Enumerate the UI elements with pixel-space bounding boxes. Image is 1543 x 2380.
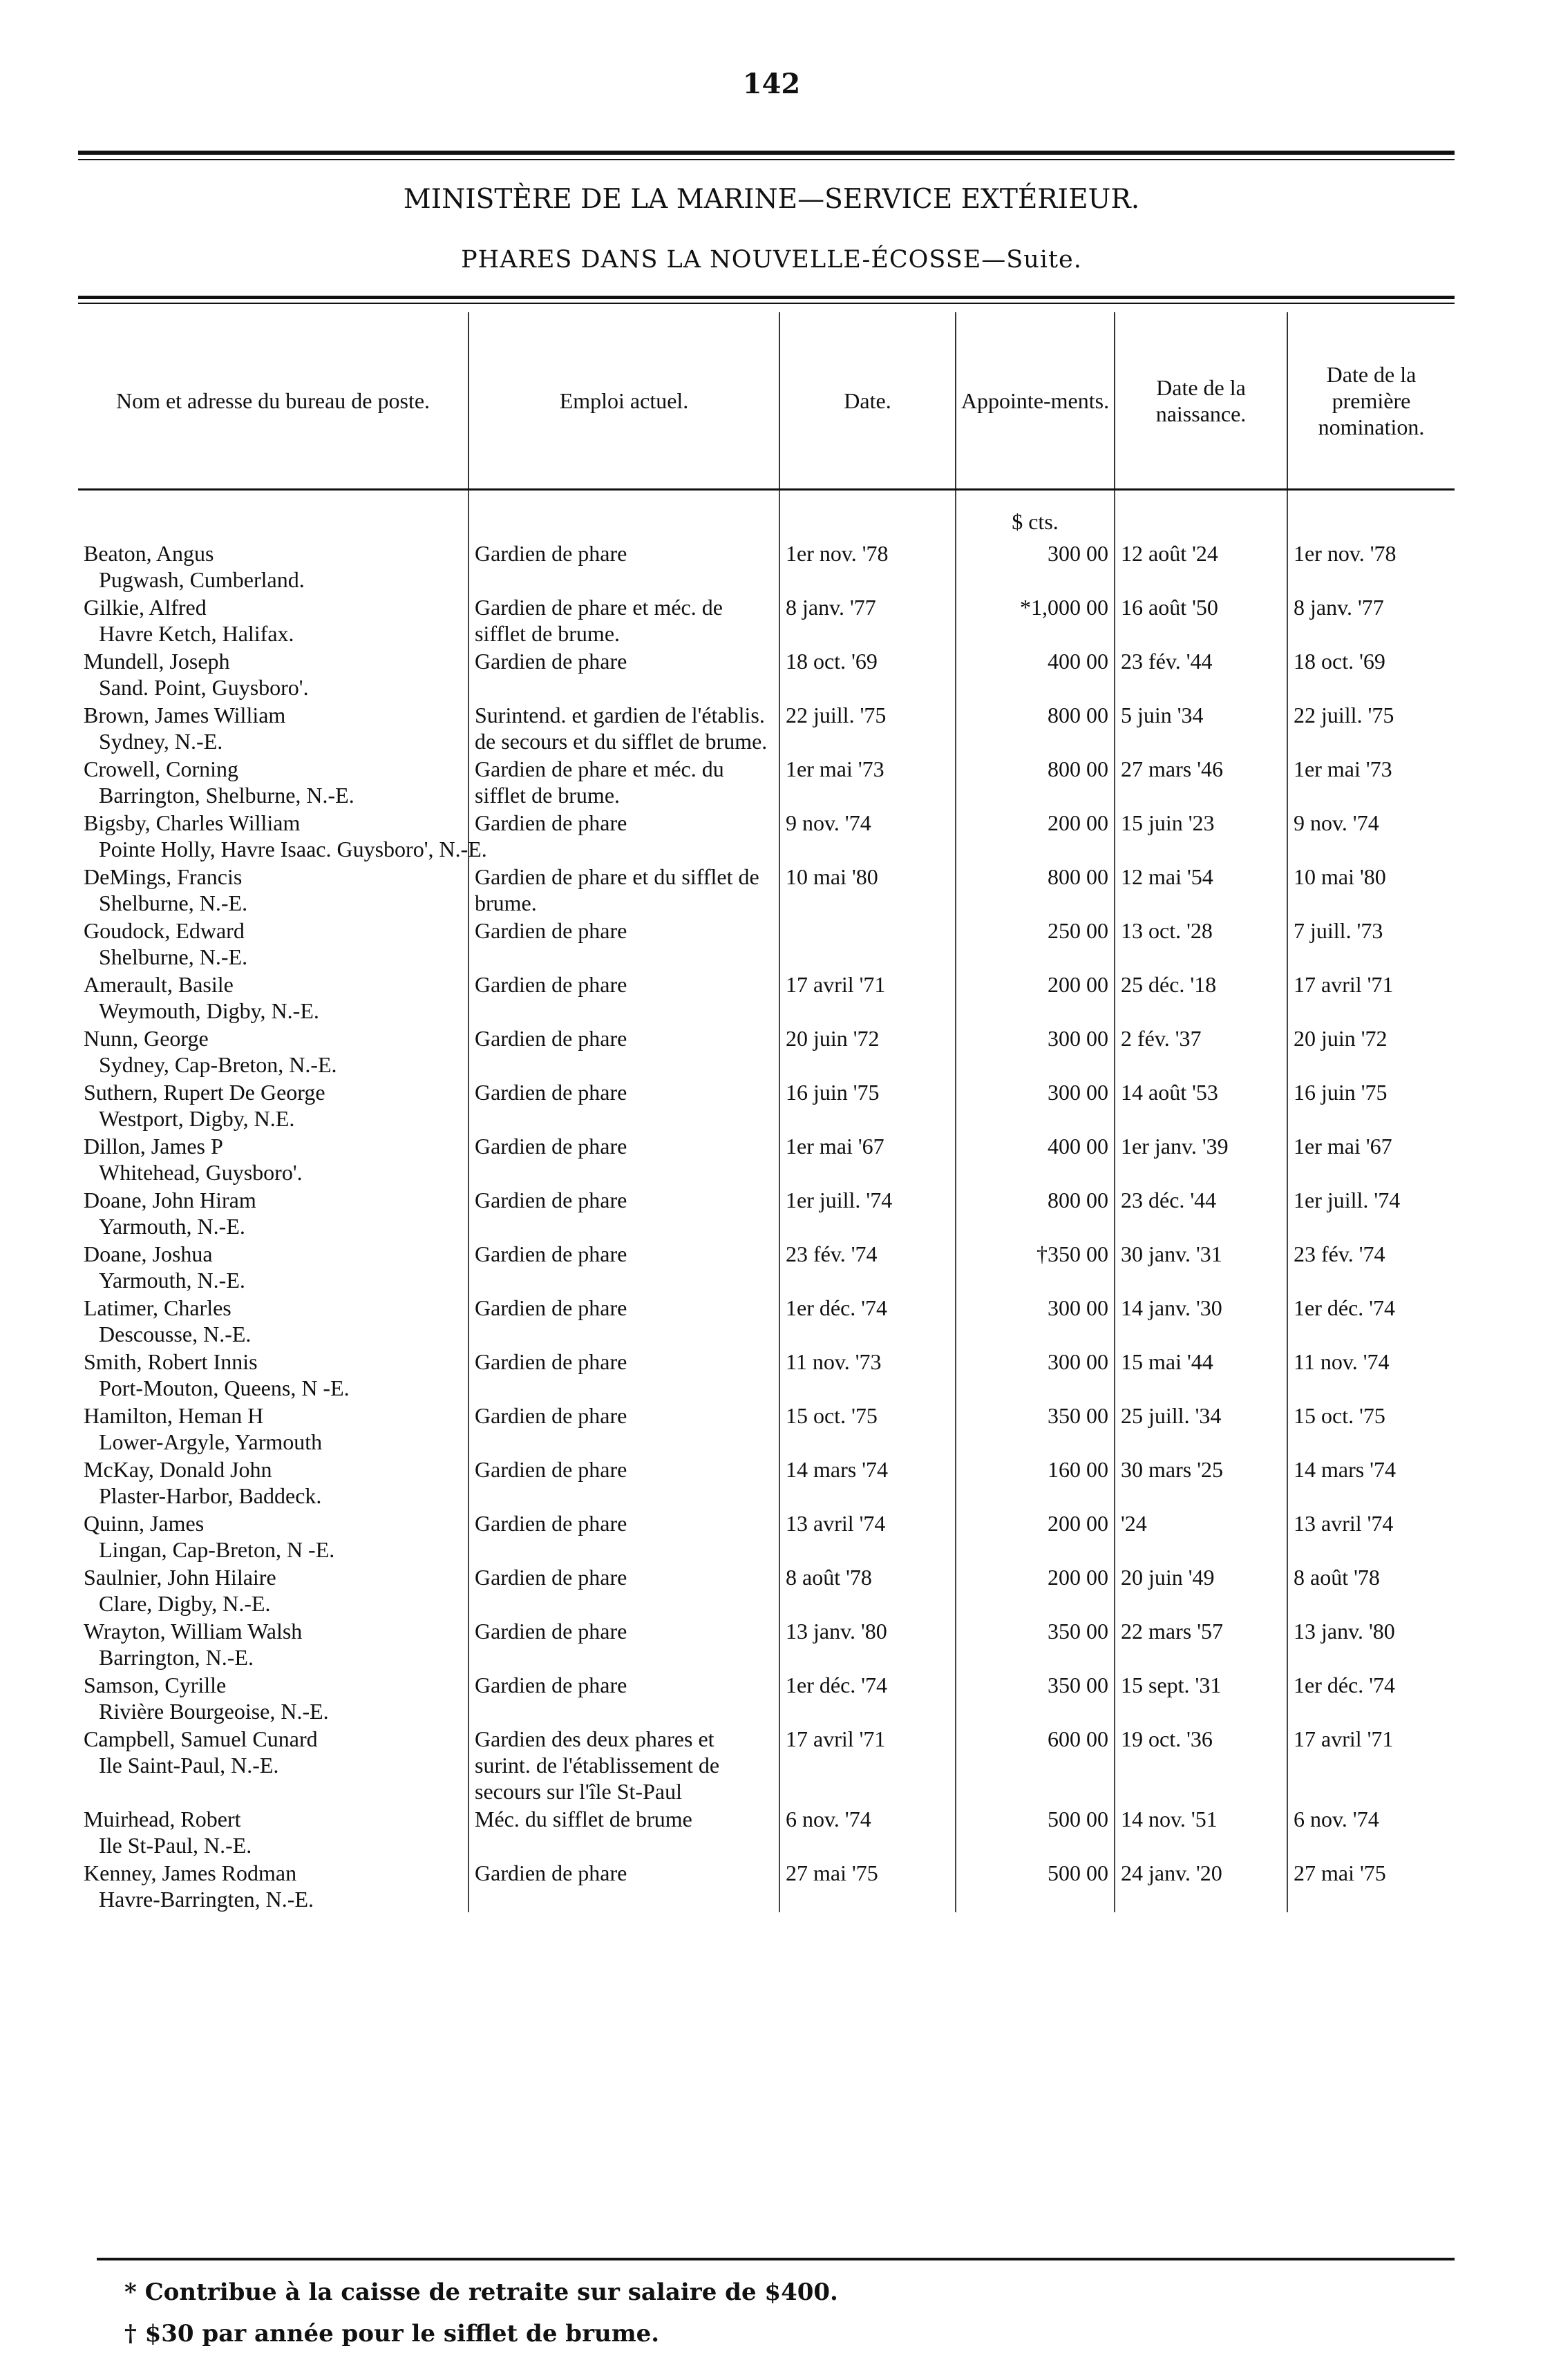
- entry-date: 14 mars '74: [786, 1457, 888, 1482]
- entry-position: Gardien de phare: [475, 1860, 627, 1885]
- entry-birth-date: 25 déc. '18: [1121, 972, 1217, 997]
- entry-birth-date: 23 déc. '44: [1121, 1188, 1217, 1212]
- entry-date: 18 oct. '69: [786, 649, 878, 674]
- entry-first-appointment: 8 janv. '77: [1294, 595, 1384, 620]
- entry-name: Brown, James William: [84, 703, 286, 727]
- entry-birth-date: 24 janv. '20: [1121, 1860, 1222, 1885]
- entry-birth-date: 22 mars '57: [1121, 1619, 1223, 1644]
- header-first-appointment: Date de la première nomination.: [1287, 312, 1455, 490]
- entry-birth-date: 12 août '24: [1121, 541, 1218, 566]
- entry-salary: 350 00: [1048, 1403, 1108, 1428]
- entry-salary: 160 00: [1048, 1457, 1108, 1482]
- entry-salary: 200 00: [1048, 810, 1108, 835]
- header-date: Date.: [779, 312, 956, 490]
- entry-salary: *1,000 00: [1020, 595, 1108, 620]
- entry-first-appointment: 13 janv. '80: [1294, 1619, 1395, 1644]
- table-row: [78, 808, 1455, 862]
- entry-position: Gardien de phare: [475, 1619, 627, 1644]
- entry-salary: 400 00: [1048, 1134, 1108, 1159]
- entry-address: Lower-Argyle, Yarmouth: [99, 1429, 323, 1454]
- entry-birth-date: 16 août '50: [1121, 595, 1218, 620]
- entry-address: Yarmouth, N.-E.: [99, 1214, 245, 1239]
- entry-birth-date: 14 janv. '30: [1121, 1295, 1222, 1320]
- entry-date: 10 mai '80: [786, 864, 878, 889]
- header-name-address: Nom et adresse du bureau de poste.: [78, 312, 468, 490]
- entry-birth-date: 25 juill. '34: [1121, 1403, 1222, 1428]
- entry-date: 9 nov. '74: [786, 810, 871, 835]
- entry-name: Dillon, James P: [84, 1134, 223, 1159]
- entry-position: Gardien de phare et méc. du sifflet de brume.: [475, 756, 724, 808]
- entry-date: 27 mai '75: [786, 1860, 878, 1885]
- table-row: [78, 916, 1455, 970]
- entry-name: Saulnier, John Hilaire: [84, 1565, 276, 1590]
- entry-address: Shelburne, N.-E.: [99, 891, 248, 915]
- entry-salary: †350 00: [1036, 1241, 1108, 1266]
- entry-address: Sydney, Cap-Breton, N.-E.: [99, 1052, 337, 1077]
- entry-name: Nunn, George: [84, 1026, 209, 1051]
- entry-salary: 300 00: [1048, 1349, 1108, 1374]
- entry-name: Amerault, Basile: [84, 972, 234, 997]
- entry-address: Havre-Barringten, N.-E.: [99, 1887, 314, 1912]
- entry-address: Weymouth, Digby, N.-E.: [99, 998, 319, 1023]
- entry-address: Pugwash, Cumberland.: [99, 567, 305, 592]
- entry-salary: 200 00: [1048, 972, 1108, 997]
- salary-units: $ cts.: [956, 490, 1115, 540]
- entry-name: Crowell, Corning: [84, 756, 238, 781]
- entry-address: Descousse, N.-E.: [99, 1322, 252, 1346]
- entry-address: Sand. Point, Guysboro'.: [99, 675, 309, 700]
- entry-date: 17 avril '71: [786, 1726, 886, 1751]
- table-row: [78, 1186, 1455, 1239]
- entry-address: Lingan, Cap-Breton, N -E.: [99, 1537, 335, 1562]
- entry-salary: 300 00: [1048, 1295, 1108, 1320]
- entry-first-appointment: 14 mars '74: [1294, 1457, 1396, 1482]
- table-row: [78, 539, 1455, 593]
- entry-date: 15 oct. '75: [786, 1403, 878, 1428]
- entry-first-appointment: 6 nov. '74: [1294, 1807, 1379, 1831]
- entry-date: 1er mai '67: [786, 1134, 884, 1159]
- entry-date: 22 juill. '75: [786, 703, 887, 727]
- entry-date: 1er déc. '74: [786, 1295, 888, 1320]
- entry-address: Rivière Bourgeoise, N.-E.: [99, 1699, 329, 1724]
- staff-table: [78, 312, 1455, 1912]
- entry-date: 20 juin '72: [786, 1026, 880, 1051]
- page-number: 142: [742, 68, 801, 100]
- entry-name: Suthern, Rupert De George: [84, 1080, 325, 1105]
- entry-birth-date: 14 août '53: [1121, 1080, 1218, 1105]
- entry-first-appointment: 16 juin '75: [1294, 1080, 1388, 1105]
- entry-position: Gardien de phare: [475, 649, 627, 674]
- entry-name: McKay, Donald John: [84, 1457, 272, 1482]
- table-row: [78, 1024, 1455, 1078]
- entry-position: Gardien de phare: [475, 1026, 627, 1051]
- table-row: [78, 1401, 1455, 1455]
- entry-first-appointment: 10 mai '80: [1294, 864, 1386, 889]
- entry-address: Plaster-Harbor, Baddeck.: [99, 1483, 322, 1508]
- entry-name: Goudock, Edward: [84, 918, 245, 943]
- entry-birth-date: 13 oct. '28: [1121, 918, 1213, 943]
- entry-salary: 200 00: [1048, 1565, 1108, 1590]
- entry-first-appointment: 8 août '78: [1294, 1565, 1380, 1590]
- entry-name: Doane, John Hiram: [84, 1188, 256, 1212]
- entry-name: Mundell, Joseph: [84, 649, 230, 674]
- entry-date: 16 juin '75: [786, 1080, 880, 1105]
- entry-first-appointment: 22 juill. '75: [1294, 703, 1394, 727]
- entry-position: Gardien de phare et du sifflet de brume.: [475, 864, 759, 915]
- entry-position: Surintend. et gardien de l'établis. de secours et du sifflet de brume.: [475, 703, 768, 754]
- entry-name: Wrayton, William Walsh: [84, 1619, 303, 1644]
- entry-first-appointment: 1er déc. '74: [1294, 1295, 1396, 1320]
- entry-address: Shelburne, N.-E.: [99, 944, 248, 969]
- footer-rule: [97, 2258, 1455, 2260]
- table-row: [78, 1617, 1455, 1670]
- entry-birth-date: 15 mai '44: [1121, 1349, 1213, 1374]
- entry-address: Havre Ketch, Halifax.: [99, 621, 294, 646]
- entry-salary: 500 00: [1048, 1807, 1108, 1831]
- table-row: [78, 1724, 1455, 1805]
- entry-position: Gardien de phare: [475, 810, 627, 835]
- table-row: [78, 1509, 1455, 1563]
- table-row: [78, 1293, 1455, 1347]
- entry-birth-date: 27 mars '46: [1121, 756, 1223, 781]
- header-position: Emploi actuel.: [468, 312, 779, 490]
- entry-name: Campbell, Samuel Cunard: [84, 1726, 318, 1751]
- entry-position: Gardien de phare: [475, 918, 627, 943]
- entry-position: Gardien de phare: [475, 1188, 627, 1212]
- entry-date: 8 août '78: [786, 1565, 872, 1590]
- entry-birth-date: 14 nov. '51: [1121, 1807, 1218, 1831]
- entry-salary: 800 00: [1048, 756, 1108, 781]
- entry-name: Muirhead, Robert: [84, 1807, 241, 1831]
- table-row: [78, 1347, 1455, 1401]
- entry-address: Ile St-Paul, N.-E.: [99, 1833, 252, 1858]
- table-row: [78, 1670, 1455, 1724]
- entry-salary: 200 00: [1048, 1511, 1108, 1536]
- entry-name: Hamilton, Heman H: [84, 1403, 264, 1428]
- entry-name: Latimer, Charles: [84, 1295, 231, 1320]
- entry-name: Gilkie, Alfred: [84, 595, 207, 620]
- entry-first-appointment: 23 fév. '74: [1294, 1241, 1385, 1266]
- entry-first-appointment: 20 juin '72: [1294, 1026, 1388, 1051]
- entry-first-appointment: 15 oct. '75: [1294, 1403, 1385, 1428]
- entry-first-appointment: 17 avril '71: [1294, 1726, 1394, 1751]
- entry-salary: 350 00: [1048, 1619, 1108, 1644]
- table-row: [78, 1132, 1455, 1186]
- entry-date: 6 nov. '74: [786, 1807, 871, 1831]
- table-row: [78, 1805, 1455, 1858]
- entry-salary: 250 00: [1048, 918, 1108, 943]
- entry-position: Gardien de phare: [475, 1565, 627, 1590]
- table-row: [78, 970, 1455, 1024]
- entry-name: Smith, Robert Innis: [84, 1349, 258, 1374]
- table-row: [78, 701, 1455, 754]
- entry-position: Gardien de phare: [475, 1080, 627, 1105]
- entry-address: Ile Saint-Paul, N.-E.: [99, 1753, 279, 1778]
- entry-first-appointment: 13 avril '74: [1294, 1511, 1394, 1536]
- entry-salary: 400 00: [1048, 649, 1108, 674]
- entry-name: DeMings, Francis: [84, 864, 243, 889]
- entry-date: 13 avril '74: [786, 1511, 886, 1536]
- entry-name: Doane, Joshua: [84, 1241, 213, 1266]
- entry-salary: 800 00: [1048, 703, 1108, 727]
- table-header-row: [78, 312, 1455, 490]
- entry-birth-date: 15 juin '23: [1121, 810, 1215, 835]
- entry-first-appointment: 9 nov. '74: [1294, 810, 1379, 835]
- entry-position: Gardien de phare: [475, 1349, 627, 1374]
- table-row: [78, 647, 1455, 701]
- entry-first-appointment: 1er juill. '74: [1294, 1188, 1401, 1212]
- entry-position: Gardien de phare: [475, 1295, 627, 1320]
- entry-position: Gardien de phare: [475, 1457, 627, 1482]
- entry-salary: 300 00: [1048, 541, 1108, 566]
- entry-birth-date: 5 juin '34: [1121, 703, 1204, 727]
- entry-salary: 600 00: [1048, 1726, 1108, 1751]
- entry-address: Sydney, N.-E.: [99, 729, 223, 754]
- entry-position: Gardien de phare: [475, 1673, 627, 1697]
- header-rule-thick: [78, 151, 1455, 155]
- entry-first-appointment: 1er mai '67: [1294, 1134, 1392, 1159]
- entry-name: Quinn, James: [84, 1511, 205, 1536]
- entry-salary: 300 00: [1048, 1080, 1108, 1105]
- entry-birth-date: 15 sept. '31: [1121, 1673, 1222, 1697]
- entry-date: 1er nov. '78: [786, 541, 889, 566]
- entry-address: Clare, Digby, N.-E.: [99, 1591, 271, 1616]
- entry-birth-date: 30 janv. '31: [1121, 1241, 1222, 1266]
- table-row: [78, 1858, 1455, 1912]
- entry-birth-date: 30 mars '25: [1121, 1457, 1223, 1482]
- entry-date: 1er juill. '74: [786, 1188, 893, 1212]
- entry-position: Gardien de phare: [475, 1511, 627, 1536]
- entry-address: Barrington, N.-E.: [99, 1645, 254, 1670]
- entry-address: Port-Mouton, Queens, N -E.: [99, 1375, 350, 1400]
- table-row: [78, 593, 1455, 647]
- entry-birth-date: 2 fév. '37: [1121, 1026, 1202, 1051]
- header-birth-date: Date de la naissance.: [1115, 312, 1287, 490]
- table-row: [78, 1563, 1455, 1617]
- entry-first-appointment: 27 mai '75: [1294, 1860, 1386, 1885]
- footnote-fog-whistle: † $30 par année pour le sifflet de brume.: [124, 2320, 660, 2348]
- entry-date: 1er mai '73: [786, 756, 884, 781]
- entry-birth-date: 1er janv. '39: [1121, 1134, 1229, 1159]
- section-subtitle: PHARES DANS LA NOUVELLE-ÉCOSSE—Suite.: [461, 246, 1082, 274]
- table-row: [78, 862, 1455, 916]
- entry-position: Gardien de phare: [475, 1241, 627, 1266]
- entry-birth-date: 23 fév. '44: [1121, 649, 1213, 674]
- entry-address: Westport, Digby, N.E.: [99, 1106, 295, 1131]
- entry-date: 17 avril '71: [786, 972, 886, 997]
- entry-date: 11 nov. '73: [786, 1349, 882, 1374]
- table-row: [78, 1078, 1455, 1132]
- entry-name: Bigsby, Charles William: [84, 810, 301, 835]
- entry-date: 13 janv. '80: [786, 1619, 887, 1644]
- entry-first-appointment: 17 avril '71: [1294, 972, 1394, 997]
- header-salary: Appointe-ments.: [956, 312, 1115, 490]
- entry-first-appointment: 1er mai '73: [1294, 756, 1392, 781]
- entry-name: Samson, Cyrille: [84, 1673, 227, 1697]
- entry-position: Gardien de phare: [475, 541, 627, 566]
- entry-position: Gardien de phare: [475, 1134, 627, 1159]
- table-row: [78, 754, 1455, 808]
- entry-first-appointment: 18 oct. '69: [1294, 649, 1385, 674]
- entry-first-appointment: 7 juill. '73: [1294, 918, 1383, 943]
- units-row: [78, 490, 1455, 540]
- entry-birth-date: 12 mai '54: [1121, 864, 1213, 889]
- entry-name: Kenney, James Rodman: [84, 1860, 297, 1885]
- entry-address: Pointe Holly, Havre Isaac. Guysboro', N.-E.: [99, 837, 487, 861]
- entry-address: Whitehead, Guysboro'.: [99, 1160, 303, 1185]
- entry-first-appointment: 1er déc. '74: [1294, 1673, 1396, 1697]
- entry-salary: 800 00: [1048, 864, 1108, 889]
- entry-birth-date: '24: [1121, 1511, 1147, 1536]
- entry-salary: 800 00: [1048, 1188, 1108, 1212]
- entry-address: Yarmouth, N.-E.: [99, 1268, 245, 1293]
- entry-date: 1er déc. '74: [786, 1673, 888, 1697]
- entry-birth-date: 20 juin '49: [1121, 1565, 1215, 1590]
- entry-first-appointment: 1er nov. '78: [1294, 541, 1397, 566]
- entry-birth-date: 19 oct. '36: [1121, 1726, 1213, 1751]
- entry-position: Méc. du sifflet de brume: [475, 1807, 692, 1831]
- entry-first-appointment: 11 nov. '74: [1294, 1349, 1390, 1374]
- entry-position: Gardien de phare et méc. de sifflet de brume.: [475, 595, 723, 646]
- entry-date: 8 janv. '77: [786, 595, 876, 620]
- entry-position: Gardien de phare: [475, 972, 627, 997]
- table-top-rule: [78, 296, 1455, 299]
- entry-address: Barrington, Shelburne, N.-E.: [99, 783, 354, 808]
- entry-date: 23 fév. '74: [786, 1241, 878, 1266]
- entry-salary: 300 00: [1048, 1026, 1108, 1051]
- header-rule-thin: [78, 159, 1455, 160]
- entry-salary: 500 00: [1048, 1860, 1108, 1885]
- entry-position: Gardien de phare: [475, 1403, 627, 1428]
- footnote-pension: * Contribue à la caisse de retraite sur salaire de $400.: [124, 2278, 838, 2306]
- ministry-heading: MINISTÈRE DE LA MARINE—SERVICE EXTÉRIEUR.: [403, 184, 1140, 215]
- entry-name: Beaton, Angus: [84, 541, 214, 566]
- table-row: [78, 1455, 1455, 1509]
- table-row: [78, 1239, 1455, 1293]
- table-top-rule-thin: [78, 303, 1455, 304]
- entry-position: Gardien des deux phares et surint. de l'établissement de secours sur l'île St-Paul: [475, 1726, 720, 1804]
- entry-salary: 350 00: [1048, 1673, 1108, 1697]
